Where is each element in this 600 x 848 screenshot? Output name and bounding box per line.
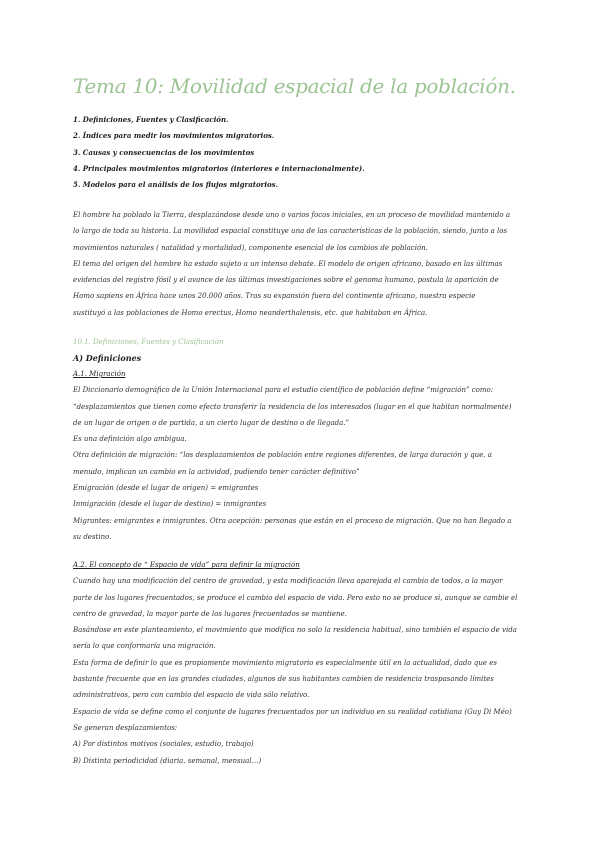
- text-line: Emigración (desde el lugar de origen) = emigrantes: [73, 484, 259, 493]
- subheading-a1: A.1. Migración: [73, 370, 126, 378]
- text-line: A) Por distintos motivos (sociales, estudio, trabajo): [73, 740, 254, 749]
- text-line: administrativos, pero con cambio del espacio de vida sólo relativo.: [73, 691, 310, 700]
- section-heading: 10.1. Definiciones, Fuentes y Clasificación: [73, 338, 224, 346]
- subheading-a2: A.2. El concepto de “ Espacio de vida” para definir la migración: [73, 561, 300, 569]
- text-line: B) Distinta periodicidad (diaria, semanal, mensual…): [73, 756, 262, 765]
- text-line: Espacio de vida se define como el conjunte de lugares frecuentados por un individuo en su realidad cotidiana (Guy Di Méo): [73, 707, 512, 716]
- text-line: Basándose en este planteamiento, el movimiento que modifica no solo la residencia habitual, sino también el espacio de vida: [73, 626, 517, 635]
- text-line: Cuando hay una modificación del centro de gravedad, y esta modificación lleva aparejada el cambio de todos, o la mayor: [73, 577, 503, 586]
- definitions-heading: A) Definiciones: [73, 353, 142, 363]
- section-10-1: [73, 334, 528, 545]
- text-line: menudo, implican un cambio en la actividad, pudiendo tener carácter definitivo”: [73, 467, 360, 476]
- text-line: de un lugar de origen o de partida, a un cierto lugar de destino o de llegada.”: [73, 418, 350, 427]
- text-line: Inmigración (desde el lugar de destino) = inmigrantes: [73, 500, 267, 509]
- text-line: Migrantes: emigrantes e inmigrantes. Otra acepción: personas que están en el proceso de migración. Que no han llegado a: [73, 516, 512, 525]
- text-line: parte de los lugares frecuentados, se produce el cambio del espacio de vida. Pero esto no se produce si, aunque se cambie el: [73, 593, 518, 602]
- text-line: Se generan desplazamientos:: [73, 723, 178, 732]
- page-title: Tema 10: Movilidad espacial de la población.: [73, 74, 516, 98]
- toc-item: 5. Modelos para el análisis de los flujos migratorios.: [73, 180, 279, 190]
- section-a2: [73, 557, 528, 769]
- text-line: El tema del origen del hombre ha estado sujeto a un intenso debate. El modelo de origen africano, basado en las últimas: [73, 259, 503, 268]
- text-line: bastante frecuente que en las grandes ciudades, algunos de sus habitantes cambien de residencia traspasando límites: [73, 675, 494, 684]
- text-line: movimientos naturales ( natalidad y mortalidad), componente esencial de los cambios de población.: [73, 243, 428, 252]
- toc-item: 2. Índices para medir los movimientos migratorios.: [73, 131, 275, 141]
- text-line: El Diccionario demográfico de la Unión Internacional para el estudio científico de población define “migración” como:: [73, 386, 494, 395]
- text-line: evidencias del registro fósil y el avance de las últimas investigaciones sobre el genoma humano, postula la aparición de: [73, 276, 499, 285]
- toc-item: 3. Causas y consecuencias de los movimientos: [73, 147, 255, 157]
- text-line: lo largo de toda su historia. La movilidad espacial constituye una de las características de la población, siendo, junto a los: [73, 227, 508, 236]
- text-line: centro de gravedad, la mayor parte de los lugares frecuentados se mantiene.: [73, 609, 347, 618]
- text-line: Esta forma de definir lo que es propiamente movimiento migratorio es especialmente útil en la actualidad, dado que es: [73, 658, 497, 667]
- text-line: sería lo que conformaría una migración.: [73, 642, 216, 651]
- text-line: sustituyó a las poblaciones de Homo erectus, Homo neanderthalensis, etc. que habitaban en África.: [73, 308, 428, 317]
- text-line: El hombre ha poblado la Tierra, desplazándose desde uno o varios focos iniciales, en un proceso de movilidad mantenido a: [73, 211, 510, 219]
- text-line: Es una definición algo ambigua.: [73, 435, 187, 444]
- table-of-contents: [73, 112, 365, 193]
- text-line: Otra definición de migración: “los desplazamientos de población entre regiones diferentes, de larga duración y que, a: [73, 451, 492, 460]
- intro-paragraphs: [73, 207, 528, 321]
- toc-item: 1. Definiciones, Fuentes y Clasificación.: [73, 115, 229, 124]
- text-line: Homo sapiens en África hace unos 20.000 años. Tras su expansión fuera del continente africano, nuestra especie: [73, 292, 476, 301]
- toc-item: 4. Principales movimientos migratorios (interiores e internacionalmente).: [73, 163, 365, 173]
- text-line: “desplazamientos que tienen como efecto transferir la residencia de los interesados (lugar en el que habitan normalmente): [73, 402, 512, 411]
- text-line: su destino.: [73, 532, 112, 541]
